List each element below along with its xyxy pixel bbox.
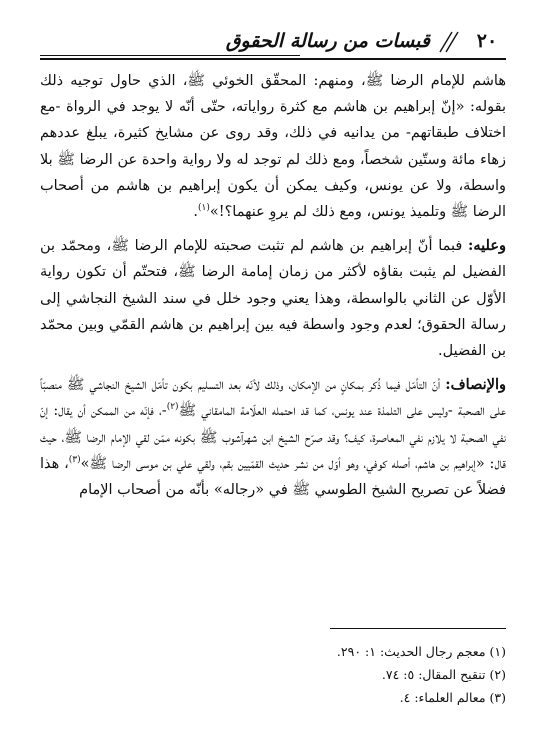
footnote-rule — [330, 628, 506, 629]
main-text — [40, 68, 506, 503]
paragraph-text: أنّ التأمّل فيما ذُكر بمكانٍ من الإمكان، وذلك لأنّه بعد التسليم بكون تأمّل الشيخ النجاشي ﷺ منصبّاً على الصحبة -وليس على التلمذة عند يونس، كما قد احتمله العلّامة المامقاني ﷺ$^{(٢)}$-، فإنّه من الممكن أن يقال: إنّ نفي الصحبة لا يلازم نفي المعاصرة، كيف؟ وقد صرّح الشيخ ابن شهرآشوب ﷺ بكونه ممّن لقي الإمام الرضا ﷺ، حيث قال: «إبراهيم بن هاشم، أصله كوفي، وهو أوّل من نشر حديث القمّيين بقم، ولقي علي بن موسى الرضا ﷺ»$^{(٣)}$، هذا فضلاً عن تصريح الشيخ الطوسي ﷺ في «رجاله» بأنّه من أصحاب الإمام — [40, 377, 506, 499]
footnote-1: (١) معجم رجال الحديث: ١: ٢٩٠. — [336, 644, 506, 659]
page-number: ٢٠ — [476, 30, 498, 52]
footnote-3: (٣) معالم العلماء: ٤. — [399, 690, 506, 705]
paragraph-3 — [40, 372, 506, 503]
footnote-2: (٢) تنقيح المقال: ٥: ٧٤. — [381, 667, 506, 682]
footnote-ref-1: (١) — [198, 203, 210, 214]
paragraph-lead: وعليه: — [468, 237, 506, 255]
paragraph-1: هاشم للإمام الرضا ﷺ، ومنهم: المحقّق الخوئي ﷺ، الذي حاول توجيه ذلك بقوله: «إنّ إبراهيم بن هاشم مع كثرة رواياته، حتّى أنّه لا يوجد في الرواة -مع اختلاف طبقاتهم- من يدانيه في ذلك، وقد روى عن مشايخ كثيرة، يبلغ عددهم زهاء مائة وستّين شخصاً، ومع ذلك لم توجد له ولا رواية واحدة عن الرضا ﷺ بلا واسطة، ولا عن يونس، وكيف يمكن أن يكون إبراهيم بن هاشم من أصحاب الرضا ﷺ وتلميذ يونس، ومع ذلك لم يروِ عنهما؟!»$^{(١)}$. — [40, 73, 506, 221]
header-rule — [40, 58, 506, 60]
running-header — [40, 26, 506, 60]
paragraph-text: فبما أنّ إبراهيم بن هاشم لم تثبت صحبته للإمام الرضا ﷺ، ومحمّد بن الفضيل لم يثبت بقاؤه لأكثر من زمان إمامة الرضا ﷺ، فتحتّم أن تكون رواية الأوّل عن الثاني بالواسطة، وهذا يعني وجود خلل في سند الشيخ النجاشي إلى رسالة الحقوق؛ لعدم وجود واسطة فيه بين إبراهيم بن هاشم القمّي وبين محمّد بن الفضيل. — [40, 238, 506, 360]
footnote-ref-2: (٢) — [166, 402, 179, 413]
slash-ornament-icon — [438, 30, 462, 54]
paragraph-text: هاشم للإمام الرضا ﷺ، ومنهم: المحقّق الخوئي ﷺ، الذي حاول توجيه ذلك بقوله: «إنّ إبراهيم بن هاشم مع كثرة رواياته، حتّى أنّه لا يوجد في الرواة -مع اختلاف طبقاتهم- من يدانيه في ذلك، وقد روى عن مشايخ كثيرة، يبلغ عددهم زهاء مائة وستّين شخصاً، ومع ذلك لم توجد له ولا رواية واحدة عن الرضا ﷺ بلا واسطة، ولا عن يونس، وكيف يمكن أن يكون إبراهيم بن هاشم من أصحاب الرضا ﷺ وتلميذ يونس، ومع ذلك لم يروِ عنهما؟!» — [40, 73, 506, 221]
book-title: قبسات من رسالة الحقوق — [225, 30, 430, 52]
footnotes — [40, 640, 506, 709]
footnote-ref-3: (٣) — [68, 455, 81, 466]
header-thin-rule — [40, 55, 300, 56]
paragraph-lead: والإنصاف: — [445, 376, 506, 394]
paragraph-2 — [40, 233, 506, 364]
